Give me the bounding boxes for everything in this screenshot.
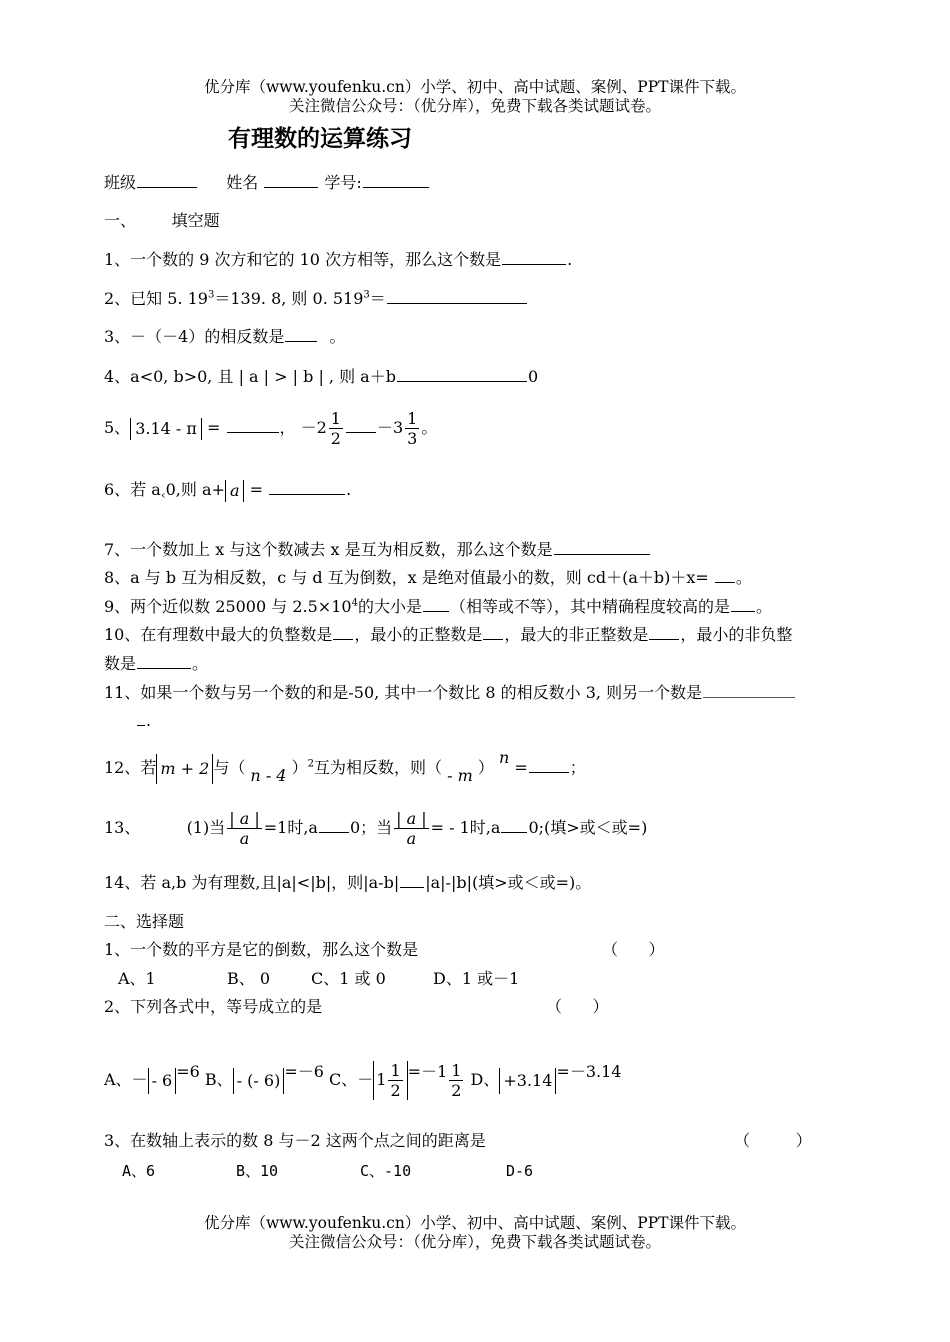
answer-blank[interactable] — [715, 567, 735, 583]
q9-b: 的大小是 — [357, 597, 422, 616]
q10-b: ，最小的正整数是 — [354, 625, 483, 644]
question-10-line-2 — [104, 653, 208, 674]
opt-d-rhs: =－3.14 — [556, 1062, 622, 1081]
question-8 — [104, 567, 752, 588]
footer-line-2: 关注微信公众号：（优分库），免费下载各类试题试卷。 — [288, 1233, 661, 1251]
section-choice-heading: 二、选择题 — [104, 912, 185, 931]
answer-blank[interactable] — [731, 596, 755, 612]
answer-blank[interactable] — [387, 288, 527, 304]
question-12 — [104, 740, 586, 794]
answer-blank[interactable] — [269, 479, 345, 495]
question-2-part-b: ＝139. 8, 则 0. 519 — [214, 289, 364, 308]
class-label: 班级 — [104, 173, 137, 192]
question-10 — [104, 624, 792, 645]
q12-e: 互为相反数，则（ — [313, 758, 442, 777]
question-6 — [104, 476, 351, 509]
section-fill-blank-heading: 一、 填空题 — [104, 211, 220, 230]
q9-d: 。 — [755, 597, 772, 616]
fraction-one-half-2 — [449, 1061, 463, 1100]
question-2 — [104, 288, 528, 309]
opt-b-rhs: =－6 — [284, 1062, 324, 1081]
denominator: a — [406, 829, 417, 848]
answer-blank[interactable] — [333, 624, 353, 640]
question-5 — [104, 404, 437, 452]
answer-blank[interactable] — [529, 757, 569, 773]
q5-comma: ， — [279, 418, 296, 437]
answer-blank[interactable] — [483, 624, 503, 640]
q5-end: 。 — [421, 418, 438, 437]
numerator: | a | — [229, 809, 260, 828]
q9-c: （相等或不等），其中精确程度较高的是 — [449, 597, 730, 616]
page-title: 有理数的运算练习 — [228, 126, 412, 152]
q6-eq: = — [249, 480, 263, 499]
question-13 — [104, 804, 647, 852]
opt-c-rhs: =－1 — [407, 1062, 448, 1081]
choice-3-option-b[interactable]: B、10 — [236, 1162, 279, 1180]
question-11-line-2 — [136, 710, 151, 731]
question-4 — [104, 366, 538, 387]
question-4-text: 4、a<0, b>0, 且 | a | > | b | , 则 a＋b — [104, 367, 396, 386]
q14-b: |a|-|b|(填>或＜或=)。 — [425, 873, 592, 892]
n-minus-4: n - 4 — [250, 766, 287, 785]
id-blank[interactable] — [363, 172, 429, 188]
header-line-1: 优分库（www.youfenku.cn）小学、初中、高中试题、案例、PPT课件下载。 — [203, 78, 747, 96]
choice-3-answer-paren[interactable]: （ ） — [734, 1131, 812, 1150]
answer-blank[interactable] — [397, 366, 527, 382]
name-label: 姓名 — [226, 173, 259, 192]
q10-f: 。 — [192, 654, 209, 673]
numerator: 1 — [330, 409, 341, 428]
q6-b: 0,则 a+ — [165, 480, 225, 499]
question-8-text: 8、a 与 b 互为相反数，c 与 d 互为倒数，x 是绝对值最小的数，则 cd＋(a＋b)＋x= — [104, 568, 709, 587]
class-blank[interactable] — [137, 172, 197, 188]
question-5-num: 5、 — [104, 418, 131, 437]
q9-a: 9、两个近似数 25000 与 2.5×10 — [104, 597, 352, 616]
fraction-one-half — [329, 409, 343, 448]
question-2-part-a: 2、已知 5. 19 — [104, 289, 208, 308]
choice-1-option-d[interactable]: D、1 或－1 — [433, 969, 520, 988]
q12-g: ） — [477, 758, 494, 777]
choice-1-option-a[interactable]: A、1 — [118, 969, 156, 988]
id-label: 学号: — [324, 173, 362, 192]
denominator: 2 — [451, 1081, 462, 1100]
q12-exp: 2 — [307, 758, 314, 770]
answer-blank[interactable] — [346, 417, 376, 433]
question-11-end: . — [146, 711, 152, 730]
question-3-text: 3、－（－4）的相反数是 — [104, 327, 285, 346]
q10-a: 10、在有理数中最大的负整数是 — [104, 625, 333, 644]
fraction-abs-a-over-a-2 — [394, 809, 429, 848]
opt-a-rhs: =6 — [176, 1062, 200, 1081]
numerator: 1 — [407, 409, 418, 428]
denominator: 2 — [390, 1081, 401, 1100]
footer-line-1: 优分库（www.youfenku.cn）小学、初中、高中试题、案例、PPT课件下载。 — [203, 1214, 747, 1232]
choice-3-option-a[interactable]: A、6 — [122, 1162, 156, 1180]
answer-blank[interactable] — [227, 417, 279, 433]
q13-a: (1)当 — [186, 818, 226, 837]
q9-exp: 4 — [351, 597, 358, 609]
answer-blank[interactable] — [137, 653, 191, 669]
question-2-exp: 3 — [207, 289, 215, 301]
header-line-2: 关注微信公众号：（优分库），免费下载各类试题试卷。 — [288, 97, 661, 115]
opt-b-label: B、 — [204, 1070, 233, 1089]
answer-blank[interactable] — [501, 817, 527, 833]
abs-3-14-minus-pi: 3.14 - π — [130, 418, 202, 440]
exponent-n: n — [498, 748, 510, 767]
abs-m-plus-2: m + 2 — [156, 754, 213, 784]
choice-question-2: 2、下列各式中，等号成立的是 — [104, 997, 323, 1016]
answer-blank[interactable] — [423, 596, 449, 612]
numerator: 1 — [390, 1061, 401, 1080]
abs-a: a — [225, 480, 245, 502]
student-info — [104, 172, 430, 193]
question-7 — [104, 539, 651, 560]
choice-1-option-c[interactable]: C、1 或 0 — [311, 969, 386, 988]
question-1-text: 1、一个数的 9 次方和它的 10 次方相等，那么这个数是 — [104, 250, 502, 269]
q13-e: 0;(填>或＜或=) — [528, 818, 648, 837]
question-3 — [104, 326, 345, 347]
abs-mixed-number — [373, 1061, 407, 1100]
minus-m: - m — [447, 766, 473, 785]
q12-b: 与（ — [213, 758, 246, 777]
question-14 — [104, 872, 591, 893]
abs-minus-6: - 6 — [148, 1068, 177, 1094]
choice-2-options — [104, 1040, 621, 1112]
q13-b: =1时,a — [263, 818, 318, 837]
q5-eq: = — [207, 418, 221, 437]
question-1 — [104, 249, 572, 270]
question-11 — [104, 682, 796, 703]
question-3-end: 。 — [329, 327, 346, 346]
opt-d-label: D、 — [470, 1070, 500, 1089]
question-1-end: . — [567, 250, 573, 269]
question-7-text: 7、一个数加上 x 与这个数减去 x 是互为相反数，那么这个数是 — [104, 540, 553, 559]
question-9 — [104, 596, 772, 617]
opt-a-label: A、－ — [104, 1070, 148, 1089]
q12-a: 12、若 — [104, 758, 157, 777]
choice-2-option-c[interactable] — [329, 1061, 465, 1100]
answer-blank[interactable] — [285, 326, 317, 342]
less-than-sign: ‹ — [160, 488, 166, 502]
answer-blank[interactable] — [502, 249, 566, 265]
q6-end: . — [346, 480, 352, 499]
answer-blank[interactable] — [137, 710, 145, 726]
question-11-text: 11、如果一个数与另一个数的和是-50, 其中一个数比 8 的相反数小 3, 则另一个数是 — [104, 683, 703, 702]
choice-3-option-d[interactable]: D-6 — [506, 1162, 534, 1180]
numerator: | a | — [396, 809, 427, 828]
q12-j: ； — [569, 758, 586, 777]
question-2-part-c: ＝ — [369, 289, 386, 308]
choice-question-3: 3、在数轴上表示的数 8 与－2 这两个点之间的距离是 — [104, 1131, 486, 1150]
choice-2-option-b[interactable] — [204, 1062, 324, 1090]
answer-blank[interactable] — [649, 624, 679, 640]
answer-blank[interactable] — [554, 539, 650, 555]
answer-blank[interactable] — [319, 817, 349, 833]
q6-a: 6、若 a — [104, 480, 161, 499]
numerator: 1 — [451, 1061, 462, 1080]
fraction-one-third — [405, 409, 419, 448]
q13-d: = - 1时,a — [430, 818, 501, 837]
q5-minus-3: －3 — [376, 418, 404, 437]
q12-i: = — [514, 758, 528, 777]
choice-1-option-b[interactable]: B、 0 — [227, 969, 271, 988]
fraction-abs-a-over-a — [227, 809, 262, 848]
question-8-end: 。 — [735, 568, 752, 587]
abs-plus-3-14: +3.14 — [499, 1068, 556, 1094]
fraction-one-half — [388, 1061, 402, 1100]
answer-blank[interactable] — [703, 682, 795, 698]
q10-d: ，最小的非负整 — [680, 625, 793, 644]
q12-d: ） — [291, 758, 308, 777]
q13-num: 13、 — [104, 818, 141, 837]
q10-e: 数是 — [104, 654, 137, 673]
question-2-exp-2: 3 — [363, 289, 370, 301]
question-4-end: 0 — [527, 367, 539, 386]
choice-2-option-d[interactable] — [470, 1062, 622, 1090]
opt-c-label: C、－ — [329, 1070, 374, 1089]
denominator: a — [239, 829, 250, 848]
answer-blank[interactable] — [400, 872, 424, 888]
choice-3-option-c[interactable]: C、-10 — [360, 1162, 412, 1180]
abs-minus-paren-minus-6: - (- 6) — [233, 1068, 285, 1094]
whole: 1 — [376, 1070, 387, 1089]
choice-2-option-a[interactable] — [104, 1062, 200, 1090]
name-blank[interactable] — [264, 172, 318, 188]
q14-a: 14、若 a,b 为有理数,且|a|<|b|，则|a-b| — [104, 873, 400, 892]
choice-question-1: 1、一个数的平方是它的倒数，那么这个数是 — [104, 940, 419, 959]
denominator: 2 — [330, 429, 341, 448]
q13-c: 0；当 — [349, 818, 393, 837]
denominator: 3 — [407, 429, 418, 448]
choice-1-answer-paren[interactable]: （ ） — [602, 940, 665, 959]
choice-2-answer-paren[interactable]: （ ） — [546, 997, 609, 1016]
q5-minus-2: －2 — [300, 418, 327, 437]
q10-c: ，最大的非正整数是 — [504, 625, 649, 644]
